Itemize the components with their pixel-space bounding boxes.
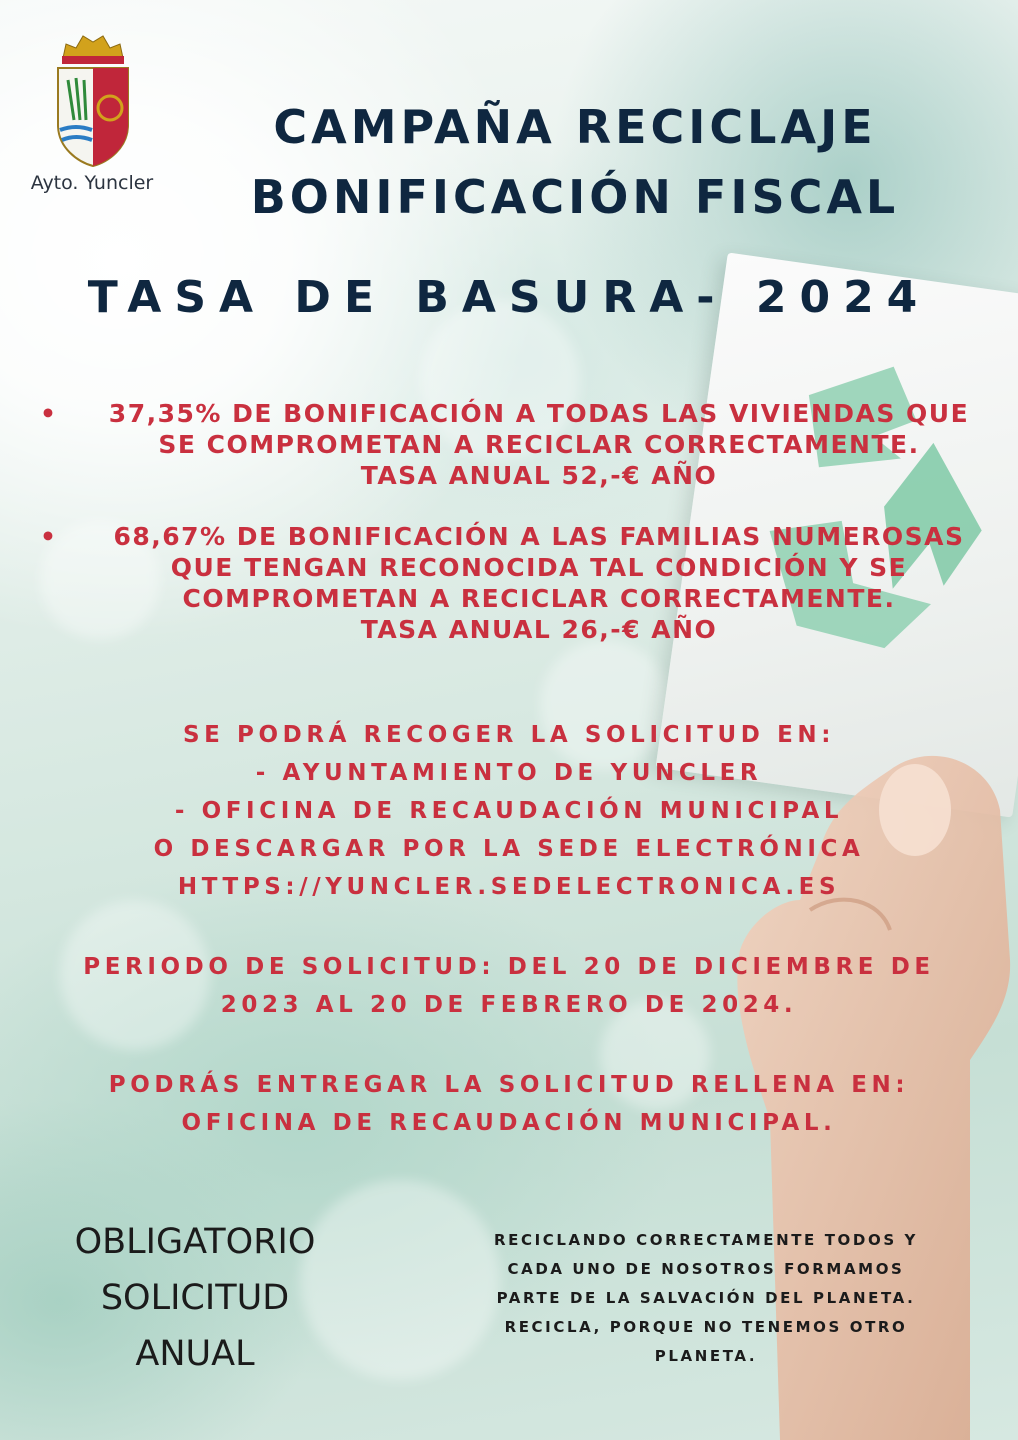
slogan-line: PLANETA. xyxy=(654,1347,758,1365)
solicitud-line: - AYUNTAMIENTO DE YUNCLER xyxy=(255,760,763,786)
solicitud-line: O DESCARGAR POR LA SEDE ELECTRÓNICA xyxy=(153,836,865,862)
bullet-marker: • xyxy=(40,399,58,428)
solicitud-info xyxy=(20,716,998,906)
solicitud-line: SE PODRÁ RECOGER LA SOLICITUD EN: xyxy=(182,722,836,748)
title-line-2: BONIFICACIÓN FISCAL xyxy=(250,170,900,224)
entrega-info xyxy=(20,1066,998,1142)
slogan-line: PARTE DE LA SALVACIÓN DEL PLANETA. xyxy=(496,1289,916,1307)
bonus-item xyxy=(40,398,1008,491)
slogan-line: RECICLANDO CORRECTAMENTE TODOS Y xyxy=(493,1231,919,1249)
bonus-line: 68,67% DE BONIFICACIÓN A LAS FAMILIAS NUMEROSAS xyxy=(113,522,965,551)
logo-caption: Ayto. Yuncler xyxy=(30,172,154,194)
obligatorio-notice xyxy=(40,1214,350,1382)
bonus-line: SE COMPROMETAN A RECICLAR CORRECTAMENTE. xyxy=(158,430,920,459)
bonus-line: 37,35% DE BONIFICACIÓN A TODAS LAS VIVIENDAS QUE xyxy=(108,399,970,428)
bonus-line: TASA ANUAL 26,-€ AÑO xyxy=(360,615,718,644)
periodo-line: PERIODO DE SOLICITUD: DEL 20 DE DICIEMBRE DE xyxy=(83,954,935,980)
obligatorio-line: SOLICITUD xyxy=(100,1278,290,1318)
bullet-marker: • xyxy=(40,522,58,551)
bonus-line: TASA ANUAL 52,-€ AÑO xyxy=(360,461,718,490)
bonus-line: QUE TENGAN RECONOCIDA TAL CONDICIÓN Y SE xyxy=(170,553,908,582)
solicitud-line: - OFICINA DE RECAUDACIÓN MUNICIPAL xyxy=(174,798,844,824)
bonus-list xyxy=(40,398,1008,645)
periodo-line: 2023 AL 20 DE FEBRERO DE 2024. xyxy=(220,992,798,1018)
periodo-info xyxy=(20,948,998,1024)
slogan-line: RECICLA, PORQUE NO TENEMOS OTRO xyxy=(504,1318,908,1336)
slogan xyxy=(456,1226,956,1371)
obligatorio-line: ANUAL xyxy=(135,1334,255,1374)
slogan-line: CADA UNO DE NOSOTROS FORMAMOS xyxy=(507,1260,905,1278)
subtitle: TASA DE BASURA- 2024 xyxy=(87,272,931,323)
entrega-line: PODRÁS ENTREGAR LA SOLICITUD RELLENA EN: xyxy=(108,1072,910,1098)
entrega-line: OFICINA DE RECAUDACIÓN MUNICIPAL. xyxy=(181,1110,837,1136)
bonus-line: COMPROMETAN A RECICLAR CORRECTAMENTE. xyxy=(182,584,896,613)
bonus-item xyxy=(40,521,1008,645)
sede-electronica-url: HTTPS://YUNCLER.SEDELECTRONICA.ES xyxy=(177,874,841,900)
coat-of-arms-icon xyxy=(48,30,138,170)
title-line-1: CAMPAÑA RECICLAJE xyxy=(273,100,877,154)
obligatorio-line: OBLIGATORIO xyxy=(74,1222,316,1262)
